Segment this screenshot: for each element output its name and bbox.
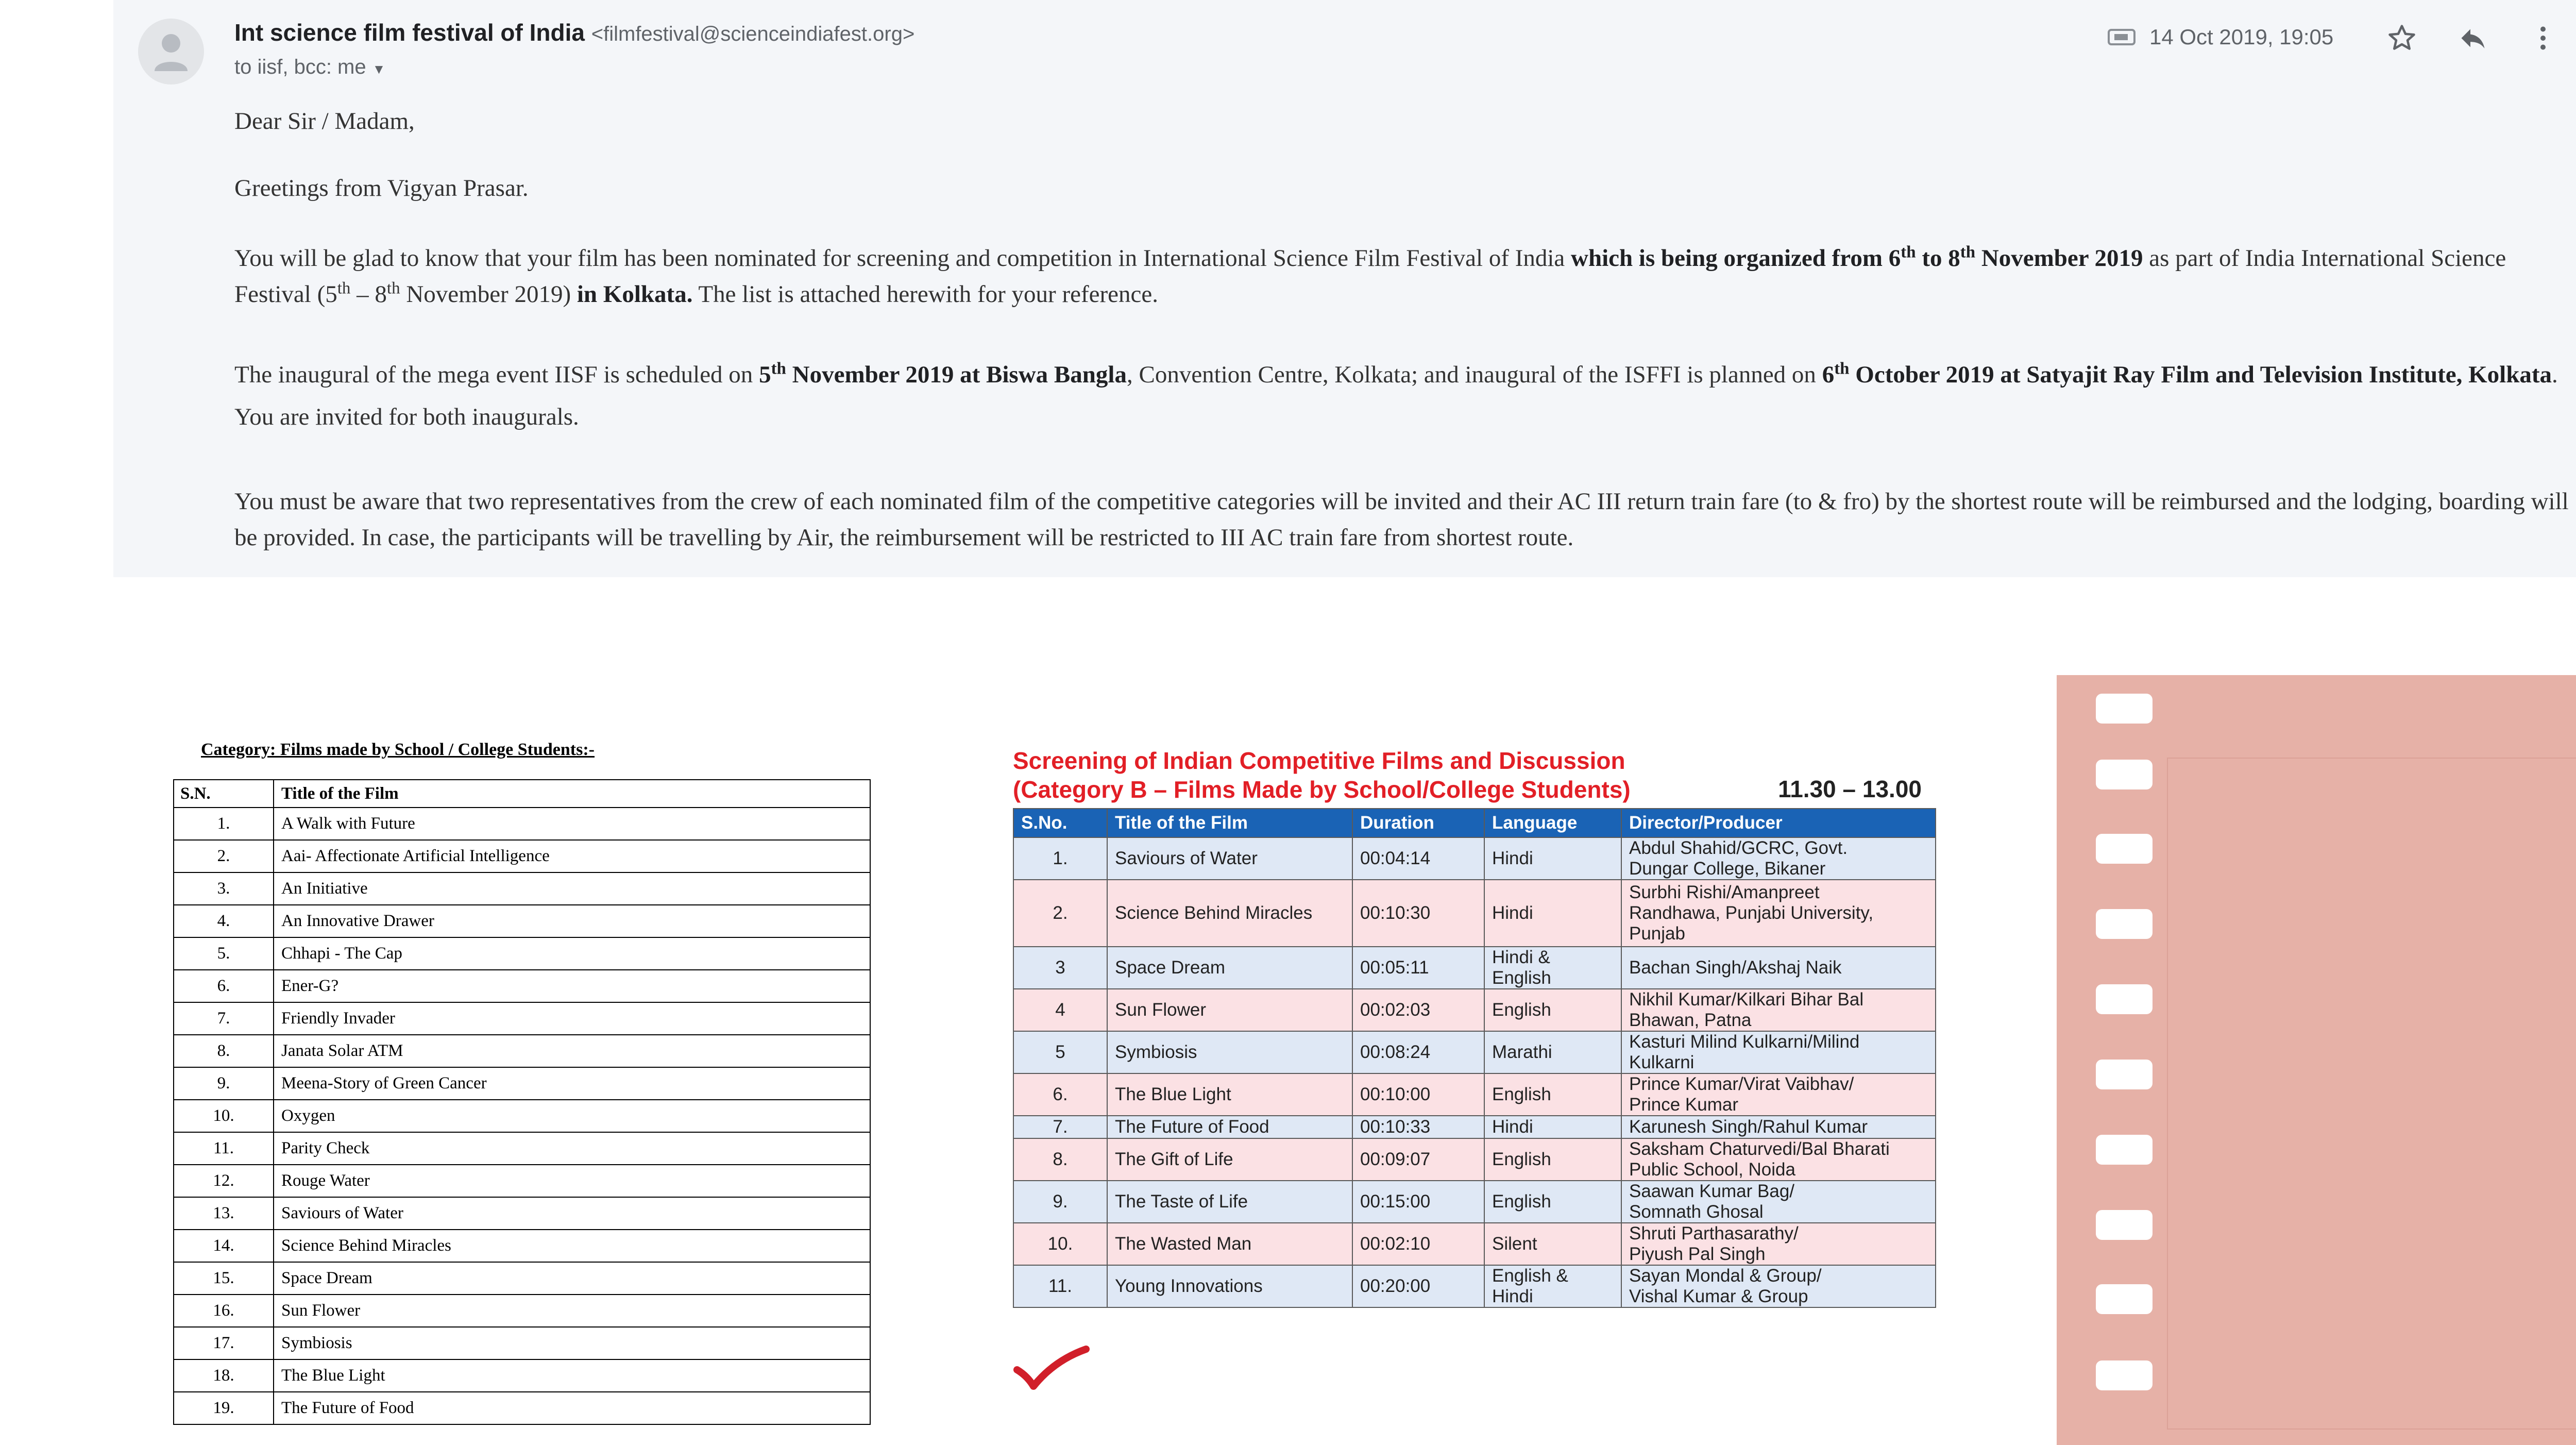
poster-row-duration: 00:10:33 — [1352, 1116, 1484, 1138]
row-sn: 6. — [174, 970, 274, 1002]
poster-row-title: The Blue Light — [1107, 1073, 1352, 1116]
p2-part-e: , Convention Centre, Kolkata; and inaugural of the ISFFI is planned on — [1126, 361, 1816, 388]
row-sn: 13. — [174, 1197, 274, 1230]
row-film-title: Ener-G? — [274, 970, 870, 1002]
poster-row-sno: 11. — [1013, 1265, 1107, 1307]
table-row — [174, 1262, 870, 1295]
poster-table-row — [1013, 1031, 1936, 1073]
poster-table-row — [1013, 1138, 1936, 1181]
row-sn: 15. — [174, 1262, 274, 1295]
poster-row-language — [1484, 880, 1621, 947]
poster-row-director — [1621, 947, 1936, 989]
language-line: English — [1492, 1084, 1551, 1104]
table-row — [174, 1100, 870, 1132]
poster-row-language — [1484, 989, 1621, 1031]
row-film-title: Aai- Affectionate Artificial Intelligence — [274, 840, 870, 872]
row-sn: 18. — [174, 1359, 274, 1392]
table-header-row — [174, 780, 870, 808]
row-film-title: An Initiative — [274, 872, 870, 905]
poster-header-language: Language — [1484, 809, 1621, 837]
director-line: Shruti Parthasarathy/ — [1629, 1223, 1799, 1244]
film-strip-hole — [2096, 1284, 2153, 1314]
director-line: Prince Kumar/Virat Vaibhav/ — [1629, 1074, 1854, 1094]
table-row — [174, 905, 870, 937]
row-film-title: The Blue Light — [274, 1359, 870, 1392]
reply-icon — [2458, 23, 2488, 54]
table-row — [174, 872, 870, 905]
row-sn: 14. — [174, 1230, 274, 1262]
p1-part-g: as part of India International Science Festival (5th – 8th November 2019) — [234, 245, 2506, 308]
row-film-title: A Walk with Future — [274, 808, 870, 840]
row-film-title: Sun Flower — [274, 1295, 870, 1327]
row-film-title: Janata Solar ATM — [274, 1035, 870, 1067]
poster-table-row — [1013, 1073, 1936, 1116]
language-line: Hindi — [1492, 1286, 1533, 1306]
email-paragraph-1 — [234, 240, 2573, 312]
film-strip-hole — [2096, 984, 2153, 1014]
row-film-title: Friendly Invader — [274, 1002, 870, 1035]
poster-row-sno: 7. — [1013, 1116, 1107, 1138]
director-line: Dungar College, Bikaner — [1629, 859, 1826, 879]
row-sn: 5. — [174, 937, 274, 970]
poster-row-duration: 00:10:00 — [1352, 1073, 1484, 1116]
director-line: Sayan Mondal & Group/ — [1629, 1266, 1822, 1286]
director-line: Somnath Ghosal — [1629, 1202, 1764, 1222]
poster-row-duration: 00:02:10 — [1352, 1223, 1484, 1265]
table-row — [174, 1067, 870, 1100]
poster-row-language — [1484, 1265, 1621, 1307]
row-sn: 1. — [174, 808, 274, 840]
row-sn: 10. — [174, 1100, 274, 1132]
row-sn: 2. — [174, 840, 274, 872]
row-sn: 19. — [174, 1392, 274, 1424]
p1-part-l: in Kolkata. — [577, 281, 693, 308]
poster-row-director — [1621, 837, 1936, 880]
poster-row-title: The Future of Food — [1107, 1116, 1352, 1138]
recipients-text: to iisf, bcc: me — [234, 56, 366, 78]
poster-row-language — [1484, 837, 1621, 880]
poster-row-duration: 00:15:00 — [1352, 1181, 1484, 1223]
header-sn: S.N. — [174, 780, 274, 808]
poster-row-language — [1484, 1116, 1621, 1138]
poster-row-title: Saviours of Water — [1107, 837, 1352, 880]
poster-row-title: Science Behind Miracles — [1107, 880, 1352, 947]
sender-name[interactable]: Int science film festival of India — [234, 19, 585, 46]
email-greeting: Greetings from Vigyan Prasar. — [234, 175, 529, 201]
poster-row-sno: 4 — [1013, 989, 1107, 1031]
table-row — [174, 1230, 870, 1262]
poster-row-sno: 2. — [1013, 880, 1107, 947]
poster-table-row — [1013, 1223, 1936, 1265]
language-line: English — [1492, 968, 1551, 988]
recipients-dropdown-icon[interactable]: ▼ — [372, 61, 386, 77]
checkmark-icon — [1013, 1345, 1090, 1391]
poster-table-row — [1013, 1181, 1936, 1223]
row-sn: 17. — [174, 1327, 274, 1359]
poster-header-duration: Duration — [1352, 809, 1484, 837]
film-strip-hole — [2096, 909, 2153, 939]
table-row — [174, 937, 870, 970]
language-line: Hindi — [1492, 903, 1533, 923]
category-title: Category: Films made by School / College Students:- — [201, 740, 595, 759]
poster-row-duration: 00:09:07 — [1352, 1138, 1484, 1181]
poster-row-title: Sun Flower — [1107, 989, 1352, 1031]
language-line: English & — [1492, 1266, 1568, 1286]
film-strip-hole — [2096, 1060, 2153, 1089]
director-line: Karunesh Singh/Rahul Kumar — [1629, 1117, 1868, 1137]
poster-row-director — [1621, 1031, 1936, 1073]
table-row — [174, 1359, 870, 1392]
poster-row-sno: 5 — [1013, 1031, 1107, 1073]
director-line: Public School, Noida — [1629, 1160, 1795, 1180]
director-line: Punjab — [1629, 923, 1685, 944]
p1-part-a: You will be glad to know that your film has been nominated for screening and competition in International Science Film Festival of India — [234, 245, 1565, 272]
person-icon — [152, 32, 190, 71]
poster-header-sno: S.No. — [1013, 809, 1107, 837]
screening-poster — [984, 742, 1953, 1422]
p1-part-m: The list is attached herewith for your reference. — [698, 281, 1158, 308]
director-line: Randhawa, Punjabi University, — [1629, 903, 1874, 923]
poster-row-language — [1484, 1073, 1621, 1116]
sender-email: <filmfestival@scienceindiafest.org> — [591, 23, 915, 45]
row-film-title: Chhapi - The Cap — [274, 937, 870, 970]
poster-row-director — [1621, 1265, 1936, 1307]
poster-table-row — [1013, 947, 1936, 989]
film-strip-hole — [2096, 1135, 2153, 1165]
p1-part-b: which is being organized from 6th to 8th November 2019 — [1571, 243, 2143, 272]
poster-row-sno: 8. — [1013, 1138, 1107, 1181]
more-vert-icon — [2528, 23, 2558, 54]
more-options-button[interactable] — [2522, 18, 2564, 59]
poster-row-title: The Wasted Man — [1107, 1223, 1352, 1265]
row-film-title: Science Behind Miracles — [274, 1230, 870, 1262]
table-row — [174, 1197, 870, 1230]
poster-table-row — [1013, 1116, 1936, 1138]
table-row — [174, 1392, 870, 1424]
row-sn: 8. — [174, 1035, 274, 1067]
table-row — [174, 1132, 870, 1165]
poster-table-row — [1013, 1265, 1936, 1307]
row-film-title: Symbiosis — [274, 1327, 870, 1359]
poster-row-title: The Gift of Life — [1107, 1138, 1352, 1181]
row-film-title: Oxygen — [274, 1100, 870, 1132]
table-row — [174, 1295, 870, 1327]
poster-row-sno: 9. — [1013, 1181, 1107, 1223]
director-line: Kulkarni — [1629, 1052, 1694, 1072]
row-film-title: Saviours of Water — [274, 1197, 870, 1230]
table-row — [174, 970, 870, 1002]
row-sn: 7. — [174, 1002, 274, 1035]
poster-row-language — [1484, 1031, 1621, 1073]
email-salutation: Dear Sir / Madam, — [234, 108, 415, 135]
row-film-title: An Innovative Drawer — [274, 905, 870, 937]
poster-row-duration: 00:20:00 — [1352, 1265, 1484, 1307]
poster-time: 11.30 – 13.00 — [1778, 776, 1922, 802]
table-row — [174, 1327, 870, 1359]
poster-row-title: The Taste of Life — [1107, 1181, 1352, 1223]
sender-line — [234, 19, 914, 46]
row-film-title: The Future of Food — [274, 1392, 870, 1424]
poster-row-sno: 3 — [1013, 947, 1107, 989]
director-line: Nikhil Kumar/Kilkari Bihar Bal — [1629, 989, 1864, 1010]
poster-row-language — [1484, 1223, 1621, 1265]
language-line: Hindi — [1492, 1117, 1533, 1137]
email-paragraph-3: You must be aware that two representatives from the crew of each nominated film of the competitive categories will be invited and their AC III return train fare (to & fro) by the shortest route will be reimbursed and the lodging, boarding will be provided. In case, the participants will be travelling by Air, the reimbursement will be restricted to III AC train fare from shortest route. — [234, 488, 2569, 551]
poster-row-director — [1621, 1073, 1936, 1116]
star-icon — [2386, 23, 2417, 54]
poster-header-title: Title of the Film — [1107, 809, 1352, 837]
table-row — [174, 1035, 870, 1067]
language-line: Hindi & — [1492, 947, 1550, 967]
poster-title-line-2: (Category B – Films Made by School/College Students) — [1013, 776, 1631, 803]
table-row — [174, 808, 870, 840]
poster-film-table — [1013, 808, 1936, 1308]
director-line: Surbhi Rishi/Amanpreet — [1629, 882, 1820, 902]
reply-button[interactable] — [2452, 18, 2494, 59]
poster-row-director — [1621, 1138, 1936, 1181]
language-line: Marathi — [1492, 1042, 1552, 1062]
language-line: Hindi — [1492, 848, 1533, 868]
film-strip-graphic — [2057, 675, 2576, 1445]
p2-part-i: . You are invited for both inaugurals. — [234, 361, 2558, 430]
table-row — [174, 840, 870, 872]
language-line: English — [1492, 1191, 1551, 1212]
film-frame — [2167, 758, 2576, 1430]
poster-row-director — [1621, 1223, 1936, 1265]
poster-table-row — [1013, 880, 1936, 947]
poster-row-duration: 00:05:11 — [1352, 947, 1484, 989]
poster-row-title: Young Innovations — [1107, 1265, 1352, 1307]
language-line: English — [1492, 1000, 1551, 1020]
p2-part-b: 5th November 2019 at Biswa Bangla — [759, 359, 1127, 388]
director-line: Saawan Kumar Bag/ — [1629, 1181, 1795, 1201]
poster-title — [1013, 746, 1631, 804]
sender-avatar[interactable] — [138, 19, 204, 85]
poster-row-duration: 00:02:03 — [1352, 989, 1484, 1031]
row-film-title: Space Dream — [274, 1262, 870, 1295]
row-sn: 11. — [174, 1132, 274, 1165]
director-line: Prince Kumar — [1629, 1095, 1739, 1115]
message-meta — [2107, 21, 2333, 54]
p2-part-a: The inaugural of the mega event IISF is scheduled on — [234, 361, 753, 388]
poster-row-title: Symbiosis — [1107, 1031, 1352, 1073]
email-paragraph-2 — [234, 354, 2573, 438]
poster-row-language — [1484, 947, 1621, 989]
table-row — [174, 1165, 870, 1197]
language-line: English — [1492, 1149, 1551, 1169]
row-sn: 3. — [174, 872, 274, 905]
film-strip-hole — [2096, 760, 2153, 789]
director-line: Saksham Chaturvedi/Bal Bharati — [1629, 1139, 1890, 1159]
poster-row-director — [1621, 1181, 1936, 1223]
film-strip-hole — [2096, 834, 2153, 864]
poster-row-director — [1621, 1116, 1936, 1138]
film-list-table — [173, 779, 871, 1425]
message-date: 14 Oct 2019, 19:05 — [2149, 25, 2334, 49]
film-strip-hole — [2096, 1210, 2153, 1240]
director-line: Bachan Singh/Akshaj Naik — [1629, 957, 1842, 978]
language-line: Silent — [1492, 1234, 1537, 1254]
poster-row-sno: 1. — [1013, 837, 1107, 880]
row-sn: 4. — [174, 905, 274, 937]
director-line: Abdul Shahid/GCRC, Govt. — [1629, 838, 1848, 858]
poster-row-sno: 10. — [1013, 1223, 1107, 1265]
director-line: Kasturi Milind Kulkarni/Milind — [1629, 1032, 1860, 1052]
header-title: Title of the Film — [274, 780, 870, 808]
poster-row-duration: 00:10:30 — [1352, 880, 1484, 947]
director-line: Bhawan, Patna — [1629, 1010, 1752, 1030]
poster-header-row — [1013, 809, 1936, 837]
director-line: Vishal Kumar & Group — [1629, 1286, 1808, 1306]
row-sn: 16. — [174, 1295, 274, 1327]
row-film-title: Parity Check — [274, 1132, 870, 1165]
poster-header-director: Director/Producer — [1621, 809, 1936, 837]
row-sn: 9. — [174, 1067, 274, 1100]
recipients-line[interactable] — [234, 56, 385, 79]
poster-table-row — [1013, 989, 1936, 1031]
poster-row-duration: 00:08:24 — [1352, 1031, 1484, 1073]
poster-table-row — [1013, 837, 1936, 880]
film-strip-hole — [2096, 1360, 2153, 1390]
poster-row-title: Space Dream — [1107, 947, 1352, 989]
poster-row-duration: 00:04:14 — [1352, 837, 1484, 880]
poster-row-language — [1484, 1138, 1621, 1181]
row-film-title: Rouge Water — [274, 1165, 870, 1197]
row-sn: 12. — [174, 1165, 274, 1197]
poster-row-director — [1621, 989, 1936, 1031]
p2-part-f: 6th October 2019 at Satyajit Ray Film and Television Institute, Kolkata — [1822, 359, 2552, 388]
film-strip-hole — [2096, 694, 2153, 724]
poster-row-language — [1484, 1181, 1621, 1223]
poster-row-sno: 6. — [1013, 1073, 1107, 1116]
director-line: Piyush Pal Singh — [1629, 1244, 1766, 1264]
row-film-title: Meena-Story of Green Cancer — [274, 1067, 870, 1100]
star-button[interactable] — [2381, 18, 2422, 59]
poster-title-line-1: Screening of Indian Competitive Films and Discussion — [1013, 747, 1625, 774]
table-row — [174, 1002, 870, 1035]
poster-row-director — [1621, 880, 1936, 947]
label-icon[interactable] — [2107, 27, 2138, 47]
